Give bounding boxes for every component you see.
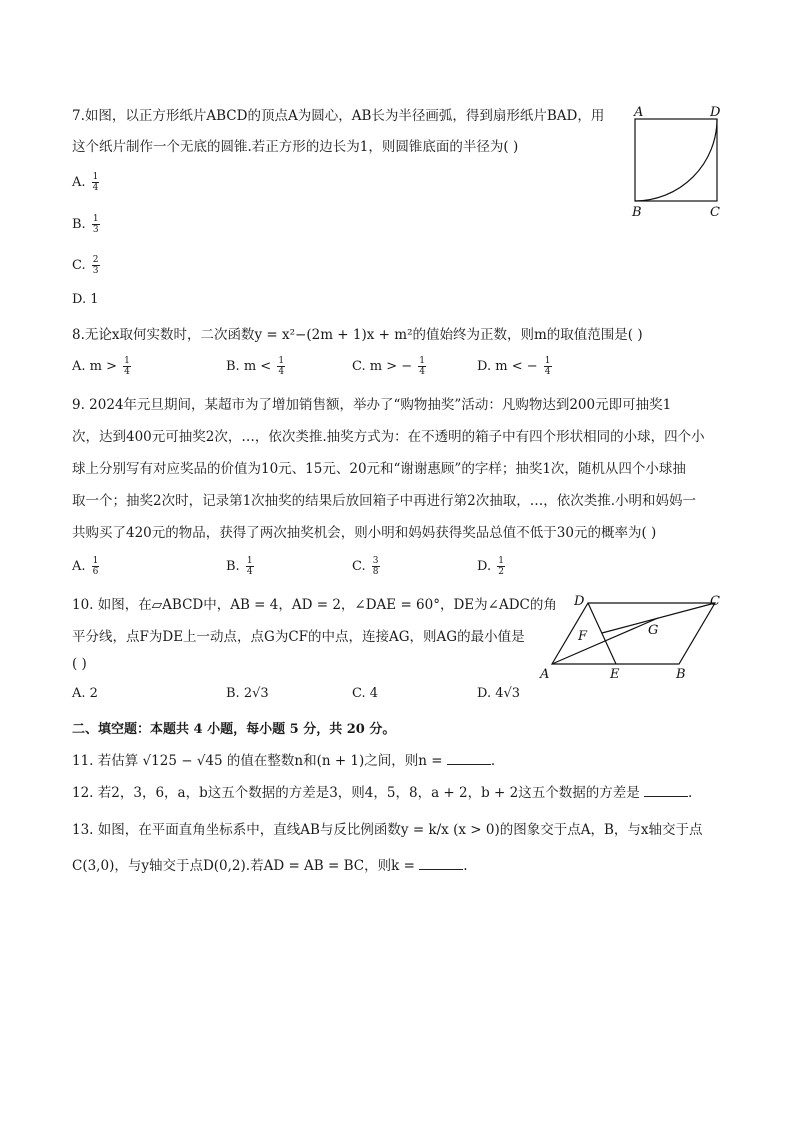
q9-option-c[interactable] (352, 556, 382, 577)
option-label: A. (72, 359, 86, 374)
option-label: B. (226, 559, 240, 574)
option-expr: m > (89, 359, 118, 374)
q7-option-d[interactable] (72, 292, 99, 307)
option-expr: m < (243, 359, 272, 374)
option-label: A. (72, 175, 86, 190)
label-c: C (710, 594, 720, 609)
q8-line1: 8.无论x取何实数时，二次函数y = x²−(2m + 1)x + m²的值始终为正数，则m的取值范围是( ) (72, 327, 643, 343)
fraction: $\frac{1}{4}$ (246, 556, 253, 577)
q10-option-a[interactable] (72, 686, 98, 701)
q10-line2: 平分线，点F为DE上一动点，点G为CF的中点，连接AG，则AG的最小值是 (72, 629, 525, 645)
q7-line2: 这个纸片制作一个无底的圆锥.若正方形的边长为1，则圆锥底面的半径为( ) (72, 139, 519, 155)
q9-line5: 共购买了420元的物品，获得了两次抽奖机会，则小明和妈妈获得奖品总值不低于30元的概率为( ) (72, 525, 657, 541)
q7-option-b[interactable] (72, 214, 102, 235)
option-label: D. (477, 686, 492, 701)
q7-figure (626, 104, 726, 220)
label-f: F (578, 629, 588, 644)
q10-line1: 10. 如图，在▱ABCD中，AB = 4，AD = 2，∠DAE = 60°，DE为∠ADC的角 (72, 597, 557, 613)
q9-line2: 次，达到400元可抽奖2次，…，依次类推.抽奖方式为：在不透明的箱子中有四个形状相同的小球，四个小 (72, 429, 705, 445)
q13-end: . (463, 858, 468, 874)
q10-option-c[interactable] (352, 686, 378, 701)
option-value: 4 (369, 686, 379, 701)
fraction: $\frac{1}{2}$ (498, 556, 504, 577)
label-c: C (710, 205, 720, 220)
option-expr: m > − (369, 359, 413, 374)
label-d: D (710, 105, 721, 120)
q10-line3: ( ) (72, 656, 87, 672)
q9-option-b[interactable] (226, 556, 256, 577)
arc (635, 119, 717, 201)
q9-option-a[interactable] (72, 556, 101, 577)
q13-text: C(3,0)，与y轴交于点D(0,2).若AD = AB = BC，则k = (72, 858, 415, 874)
fraction: $\frac{1}{3}$ (92, 214, 99, 235)
fraction: $\frac{1}{6}$ (92, 556, 99, 577)
option-label: C. (352, 686, 366, 701)
fraction: $\frac{2}{3}$ (92, 255, 99, 276)
q7-option-c[interactable] (72, 255, 102, 276)
q10-option-d[interactable] (477, 686, 520, 701)
option-value: 4√3 (495, 686, 521, 701)
label-a: A (540, 667, 550, 682)
label-b: B (676, 667, 686, 682)
q13-line2 (72, 854, 468, 874)
option-label: B. (226, 359, 240, 374)
q8-option-c[interactable] (352, 356, 428, 377)
q10-option-b[interactable] (226, 686, 269, 701)
fraction: $\frac{1}{4}$ (544, 356, 551, 377)
q9-option-d[interactable] (477, 556, 507, 577)
label-g: G (648, 623, 659, 638)
answer-blank[interactable] (419, 857, 463, 870)
option-label: B. (226, 686, 240, 701)
q9-line1: 9. 2024年元旦期间，某超市为了增加销售额，举办了“购物抽奖”活动：凡购物达到200元即可抽奖1 (72, 397, 672, 413)
q8-option-b[interactable] (226, 356, 287, 377)
q12-line (72, 781, 692, 801)
fraction: $\frac{1}{4}$ (124, 356, 130, 377)
q8-option-a[interactable] (72, 356, 133, 377)
q13-line1: 13. 如图，在平面直角坐标系中，直线AB与反比例函数y = k/x (x > 0)的图象交于点A，B，与x轴交于点 (72, 822, 703, 838)
fraction: $\frac{3}{8}$ (372, 556, 379, 577)
q12-end: . (688, 785, 693, 801)
answer-blank[interactable] (644, 784, 688, 797)
option-expr: m < − (495, 359, 538, 374)
q7-line1: 7.如图，以正方形纸片ABCD的顶点A为圆心，AB长为半径画弧，得到扇形纸片BAD，用 (72, 108, 605, 124)
segment-fc (602, 603, 715, 633)
option-value: 2 (89, 686, 98, 701)
q9-line3: 球上分别写有对应奖品的价值为10元、15元、20元和“谢谢惠顾”的字样；抽奖1次，随机从四个小球抽 (72, 461, 686, 477)
option-label: D. (477, 559, 492, 574)
label-a: A (634, 105, 644, 120)
fraction: $\frac{1}{4}$ (278, 356, 285, 377)
segment-ag (552, 618, 658, 664)
q11-end: . (490, 753, 496, 769)
q10-figure (536, 592, 732, 684)
q12-text: 12. 若2，3，6，a，b这五个数据的方差是3，则4，5，8，a + 2，b + 2这五个数据的方差是 (72, 785, 640, 801)
option-label: D. (72, 292, 87, 307)
q7-option-a[interactable] (72, 172, 101, 193)
option-value: 1 (90, 292, 99, 307)
option-label: D. (477, 359, 492, 374)
q9-line4: 取一个；抽奖2次时，记录第1次抽奖的结果后放回箱子中再进行第2次抽取，…，依次类推.小明和妈妈一 (72, 493, 697, 509)
q11-text: 11. 若估算 √125 − √45 的值在整数n和(n + 1)之间，则n = (72, 753, 443, 769)
parallelogram (552, 603, 715, 664)
option-label: A. (72, 559, 86, 574)
q8-option-d[interactable] (477, 356, 554, 377)
fraction: $\frac{1}{4}$ (92, 172, 99, 193)
section-2-heading: 二、填空题：本题共 4 小题，每小题 5 分，共 20 分。 (72, 722, 396, 737)
segment-de (588, 603, 616, 664)
label-d: D (574, 594, 585, 609)
answer-blank[interactable] (447, 752, 491, 765)
option-label: C. (352, 559, 366, 574)
q11-line (72, 749, 495, 769)
fraction: $\frac{1}{4}$ (419, 356, 426, 377)
square (635, 119, 717, 201)
option-label: A. (72, 686, 86, 701)
option-label: C. (72, 258, 86, 273)
label-b: B (632, 205, 642, 220)
option-label: B. (72, 217, 86, 232)
option-label: C. (352, 359, 366, 374)
option-value: 2√3 (243, 686, 269, 701)
label-e: E (610, 667, 620, 682)
